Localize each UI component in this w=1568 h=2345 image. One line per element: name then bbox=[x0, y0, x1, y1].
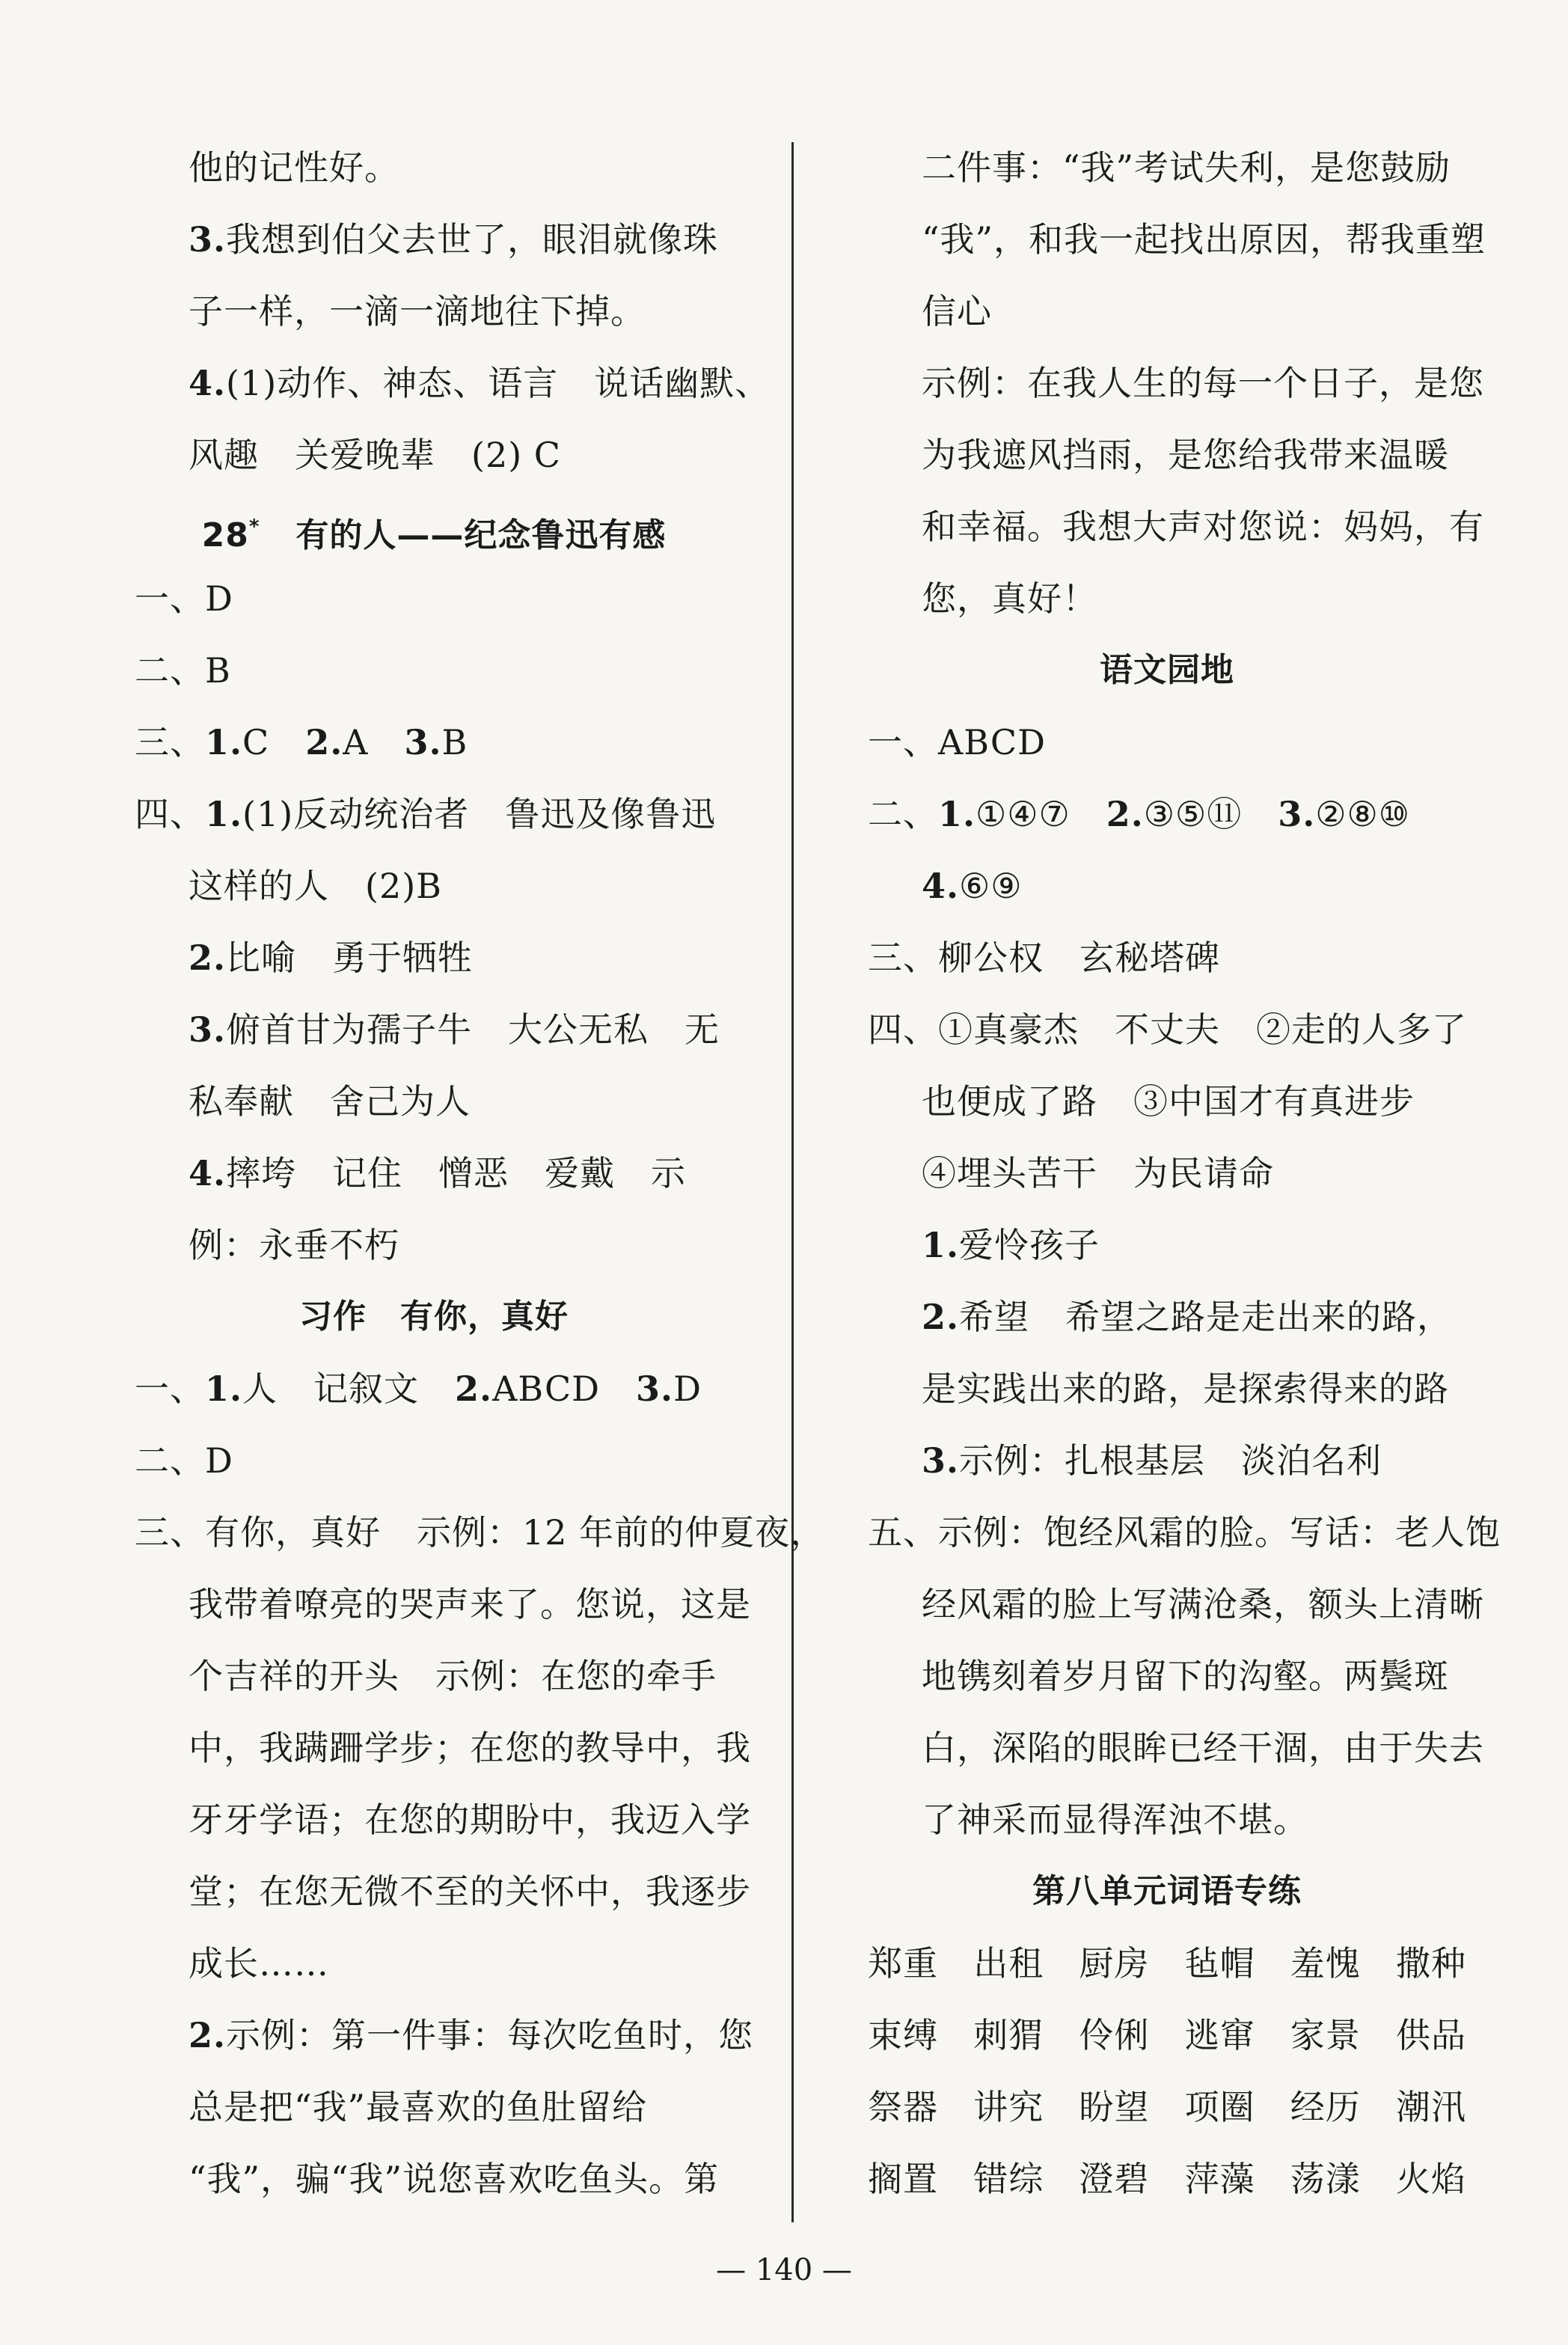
text: ②⑧⑩ bbox=[1315, 794, 1411, 834]
vocab-word: 祭器 bbox=[868, 2087, 938, 2127]
page-number: — 140 — bbox=[716, 2253, 852, 2287]
answer-line bbox=[135, 706, 733, 778]
q-number: 1. bbox=[205, 1369, 243, 1409]
answer-line bbox=[135, 1999, 754, 2071]
text: ⑥⑨ bbox=[959, 866, 1023, 906]
text: 三、 bbox=[135, 722, 205, 762]
text-line bbox=[868, 275, 1466, 347]
answer-line bbox=[868, 1209, 1466, 1281]
text: 爱怜孩子 bbox=[959, 1225, 1100, 1265]
star-mark: * bbox=[248, 516, 260, 538]
text-line bbox=[135, 1784, 751, 1856]
question-3 bbox=[135, 204, 733, 275]
vocab-word: 搁置 bbox=[868, 2159, 938, 2199]
text: 淡泊名利 bbox=[1241, 1440, 1382, 1481]
text: 为我遮风挡雨，是您给我带来温暖 bbox=[922, 435, 1449, 475]
vocab-word: 逃窜 bbox=[1184, 2015, 1255, 2055]
text: ABCD bbox=[492, 1369, 601, 1409]
vocab-row bbox=[868, 2143, 1466, 2215]
text: 了神采而显得浑浊不堪。 bbox=[922, 1800, 1308, 1840]
text-line bbox=[868, 1137, 1466, 1209]
text-line bbox=[135, 850, 733, 922]
text: 一、 bbox=[135, 1369, 205, 1409]
vocab-word: 刺猬 bbox=[973, 2015, 1044, 2055]
text-line bbox=[868, 491, 1484, 563]
answer-line bbox=[135, 1137, 733, 1209]
q-number: 4. bbox=[189, 1153, 227, 1193]
text: 勇于牺牲 bbox=[332, 938, 474, 978]
vocab-word: 羞愧 bbox=[1290, 1943, 1361, 1984]
text-line bbox=[135, 1209, 733, 1281]
vocab-row bbox=[868, 1999, 1466, 2071]
text: 信心 bbox=[922, 291, 992, 331]
text: 希望之路是走出来的路， bbox=[1065, 1297, 1453, 1337]
text: 大公无私 bbox=[508, 1009, 649, 1050]
vocab-word: 出租 bbox=[973, 1943, 1044, 1984]
vocab-word: 讲究 bbox=[973, 2087, 1044, 2127]
text-line bbox=[868, 347, 1484, 419]
answer-line bbox=[868, 1496, 1501, 1568]
text: 示例：在您的牵手 bbox=[435, 1656, 717, 1696]
vocab-word: 束缚 bbox=[868, 2015, 938, 2055]
q-number: 2. bbox=[189, 2015, 227, 2055]
vocab-word: 家景 bbox=[1290, 2015, 1361, 2055]
text: (2) C bbox=[471, 435, 561, 475]
text: ①④⑦ bbox=[976, 794, 1071, 834]
vocab-word: 荡漾 bbox=[1290, 2159, 1361, 2199]
text: 他的记性好。 bbox=[189, 147, 399, 188]
text: 经风霜的脸上写满沧桑，额头上清晰 bbox=[922, 1584, 1484, 1624]
answer-line bbox=[868, 922, 1466, 994]
text: 中，我蹒跚学步；在您的教导中，我 bbox=[189, 1728, 751, 1768]
text-line bbox=[135, 1856, 751, 1927]
text: 总是把“我”最喜欢的鱼肚留给 bbox=[189, 2087, 648, 2127]
text-line bbox=[868, 1353, 1466, 1425]
text: 您，真好！ bbox=[922, 578, 1097, 619]
vocab-word: 毡帽 bbox=[1184, 1943, 1255, 1984]
text: 和幸福。我想大声对您说：妈妈，有 bbox=[922, 507, 1484, 547]
vocab-word: 错综 bbox=[973, 2159, 1044, 2199]
question-4 bbox=[135, 347, 771, 419]
text: (1)反动统治者 bbox=[242, 794, 470, 834]
text-line bbox=[135, 2143, 733, 2215]
vocab-word: 潮汛 bbox=[1395, 2087, 1466, 2127]
section-title-yuwenyuandi bbox=[868, 635, 1466, 706]
text: 二、D bbox=[135, 1440, 233, 1481]
section-title-28 bbox=[135, 491, 733, 563]
q-number: 4. bbox=[922, 866, 960, 906]
text: 玄秘塔碑 bbox=[1079, 938, 1220, 978]
section-title: 语文园地 bbox=[1100, 651, 1234, 689]
text: 示 bbox=[651, 1153, 687, 1193]
text: ③⑤⑪ bbox=[1143, 794, 1243, 834]
section-number: 28 bbox=[201, 516, 249, 554]
vocab-word: 盼望 bbox=[1079, 2087, 1150, 2127]
answer-line bbox=[135, 635, 733, 706]
text-line bbox=[868, 419, 1466, 491]
text-line bbox=[135, 132, 733, 204]
text-line bbox=[868, 132, 1466, 204]
text: “我”，骗“我”说您喜欢吃鱼头。第 bbox=[189, 2159, 720, 2199]
q-number: 1. bbox=[205, 722, 243, 762]
vocab-word: 郑重 bbox=[868, 1943, 938, 1984]
text-line bbox=[868, 1640, 1466, 1712]
text: 摔垮 bbox=[226, 1153, 297, 1193]
q-number: 2. bbox=[305, 722, 343, 762]
text: B bbox=[441, 722, 468, 762]
text: (1)动作、神态、语言 bbox=[226, 363, 559, 403]
text: 牙牙学语；在您的期盼中，我迈入学 bbox=[189, 1800, 751, 1840]
text: A bbox=[343, 722, 369, 762]
section-title-xizuo bbox=[135, 1281, 733, 1353]
text: 示例：扎根基层 bbox=[959, 1440, 1206, 1481]
q-number: 2. bbox=[922, 1297, 960, 1337]
text: 三、柳公权 bbox=[868, 938, 1044, 978]
answer-line bbox=[868, 994, 1466, 1066]
text: ④埋头苦干 bbox=[922, 1153, 1097, 1193]
text: 个吉祥的开头 bbox=[189, 1656, 399, 1696]
text: 示例：在我人生的每一个日子，是您 bbox=[922, 363, 1484, 403]
text: 示例：第一件事：每次吃鱼时，您 bbox=[226, 2015, 754, 2055]
q-number: 1. bbox=[205, 794, 243, 834]
text: 舍己为人 bbox=[330, 1081, 471, 1122]
q-number: 3. bbox=[189, 1009, 227, 1050]
text: 二、 bbox=[868, 794, 938, 834]
text: 地镌刻着岁月留下的沟壑。两鬓斑 bbox=[922, 1656, 1449, 1696]
text: 白，深陷的眼眸已经干涸，由于失去 bbox=[922, 1728, 1484, 1768]
text: ③中国才有真进步 bbox=[1133, 1081, 1415, 1122]
text: 人 bbox=[242, 1369, 278, 1409]
q-number: 3. bbox=[404, 722, 442, 762]
text: 记住 bbox=[332, 1153, 403, 1193]
text: 为民请命 bbox=[1133, 1153, 1274, 1193]
text: 是实践出来的路，是探索得来的路 bbox=[922, 1369, 1449, 1409]
text: D bbox=[673, 1369, 702, 1409]
q-number: 1. bbox=[922, 1225, 960, 1265]
text: (2)B bbox=[365, 866, 442, 906]
text: 成长…… bbox=[189, 1943, 329, 1984]
text: 示例：12 年前的仲夏夜， bbox=[417, 1512, 826, 1553]
text: 一、ABCD bbox=[868, 722, 1046, 762]
column-divider bbox=[791, 142, 794, 2222]
q-number: 3. bbox=[636, 1369, 674, 1409]
text-line bbox=[135, 2071, 733, 2143]
text-line bbox=[868, 1568, 1484, 1640]
text: 三、有你，真好 bbox=[135, 1512, 381, 1553]
section-title: 第八单元词语专练 bbox=[1032, 1872, 1302, 1910]
section-title: 有的人——纪念鲁迅有感 bbox=[295, 516, 667, 554]
text: 说话幽默、 bbox=[594, 363, 771, 403]
answer-line bbox=[868, 1281, 1466, 1353]
answer-line bbox=[135, 1425, 733, 1496]
text-line bbox=[135, 1640, 733, 1712]
text: 堂；在您无微不至的关怀中，我逐步 bbox=[189, 1871, 751, 1912]
text: 无 bbox=[685, 1009, 720, 1050]
text-line bbox=[135, 1066, 733, 1137]
answer-line bbox=[868, 850, 1466, 922]
text: 不丈夫 bbox=[1115, 1009, 1220, 1050]
text: 五、示例：饱经风霜的脸。写话：老人饱 bbox=[868, 1512, 1501, 1553]
vocab-word: 撒种 bbox=[1395, 1943, 1466, 1984]
vocab-word: 厨房 bbox=[1079, 1943, 1150, 1984]
vocab-word: 火焰 bbox=[1395, 2159, 1466, 2199]
answer-line bbox=[135, 922, 733, 994]
q-number: 2. bbox=[455, 1369, 493, 1409]
text-line bbox=[135, 419, 733, 491]
text: 例：永垂不朽 bbox=[189, 1225, 399, 1265]
text: 一、D bbox=[135, 578, 233, 619]
text-line bbox=[135, 275, 733, 347]
text: 我带着嘹亮的哭声来了。您说，这是 bbox=[189, 1584, 751, 1624]
answer-line bbox=[868, 1425, 1466, 1496]
answer-line bbox=[135, 563, 733, 635]
text: 我想到伯父去世了，眼泪就像珠 bbox=[226, 219, 719, 260]
q-number: 1. bbox=[938, 794, 976, 834]
answer-line bbox=[135, 778, 733, 850]
text: C bbox=[242, 722, 270, 762]
text: 记叙文 bbox=[313, 1369, 420, 1409]
text-line bbox=[868, 563, 1466, 635]
answer-line bbox=[135, 1496, 826, 1568]
answer-line bbox=[135, 1353, 733, 1425]
text: 希望 bbox=[959, 1297, 1030, 1337]
text-line bbox=[135, 1568, 751, 1640]
q-number: 3. bbox=[1278, 794, 1316, 834]
text: 二件事：“我”考试失利，是您鼓励 bbox=[922, 147, 1451, 188]
text: 爱戴 bbox=[545, 1153, 616, 1193]
text: 四、 bbox=[135, 794, 205, 834]
right-column bbox=[868, 132, 1501, 2215]
vocab-word: 项圈 bbox=[1184, 2087, 1255, 2127]
text: ②走的人多了 bbox=[1256, 1009, 1467, 1050]
text: “我”，和我一起找出原因，帮我重塑 bbox=[922, 219, 1486, 260]
text: 风趣 bbox=[189, 435, 259, 475]
left-column bbox=[135, 132, 826, 2215]
text-line bbox=[135, 1712, 751, 1784]
text-line bbox=[868, 1784, 1466, 1856]
text: 鲁迅及像鲁迅 bbox=[505, 794, 717, 834]
vocab-word: 萍藻 bbox=[1184, 2159, 1255, 2199]
answer-line bbox=[135, 994, 733, 1066]
text: 憎恶 bbox=[438, 1153, 509, 1193]
section-title-unit8-vocab bbox=[868, 1856, 1466, 1927]
vocab-word: 经历 bbox=[1290, 2087, 1361, 2127]
answer-line bbox=[868, 778, 1466, 850]
q-number: 4. bbox=[189, 363, 227, 403]
answer-line bbox=[868, 706, 1466, 778]
text: 私奉献 bbox=[189, 1081, 294, 1122]
text-line bbox=[868, 1066, 1466, 1137]
q-number: 3. bbox=[189, 219, 227, 260]
q-number: 3. bbox=[922, 1440, 960, 1481]
text: 二、B bbox=[135, 650, 231, 691]
text: 这样的人 bbox=[189, 866, 329, 906]
vocab-row bbox=[868, 1927, 1466, 1999]
vocab-word: 供品 bbox=[1395, 2015, 1466, 2055]
text: 关爱晚辈 bbox=[295, 435, 435, 475]
text: 俯首甘为孺子牛 bbox=[226, 1009, 473, 1050]
text: 四、①真豪杰 bbox=[868, 1009, 1079, 1050]
q-number: 2. bbox=[1106, 794, 1144, 834]
text-line bbox=[868, 204, 1486, 275]
text-line bbox=[868, 1712, 1484, 1784]
vocab-word: 伶俐 bbox=[1079, 2015, 1150, 2055]
text: 子一样，一滴一滴地往下掉。 bbox=[189, 291, 646, 331]
text: 比喻 bbox=[226, 938, 297, 978]
vocab-row bbox=[868, 2071, 1466, 2143]
section-title: 习作 有你，真好 bbox=[299, 1297, 569, 1336]
vocab-word: 澄碧 bbox=[1079, 2159, 1150, 2199]
q-number: 2. bbox=[189, 938, 227, 978]
text-line bbox=[135, 1927, 733, 1999]
text: 也便成了路 bbox=[922, 1081, 1097, 1122]
